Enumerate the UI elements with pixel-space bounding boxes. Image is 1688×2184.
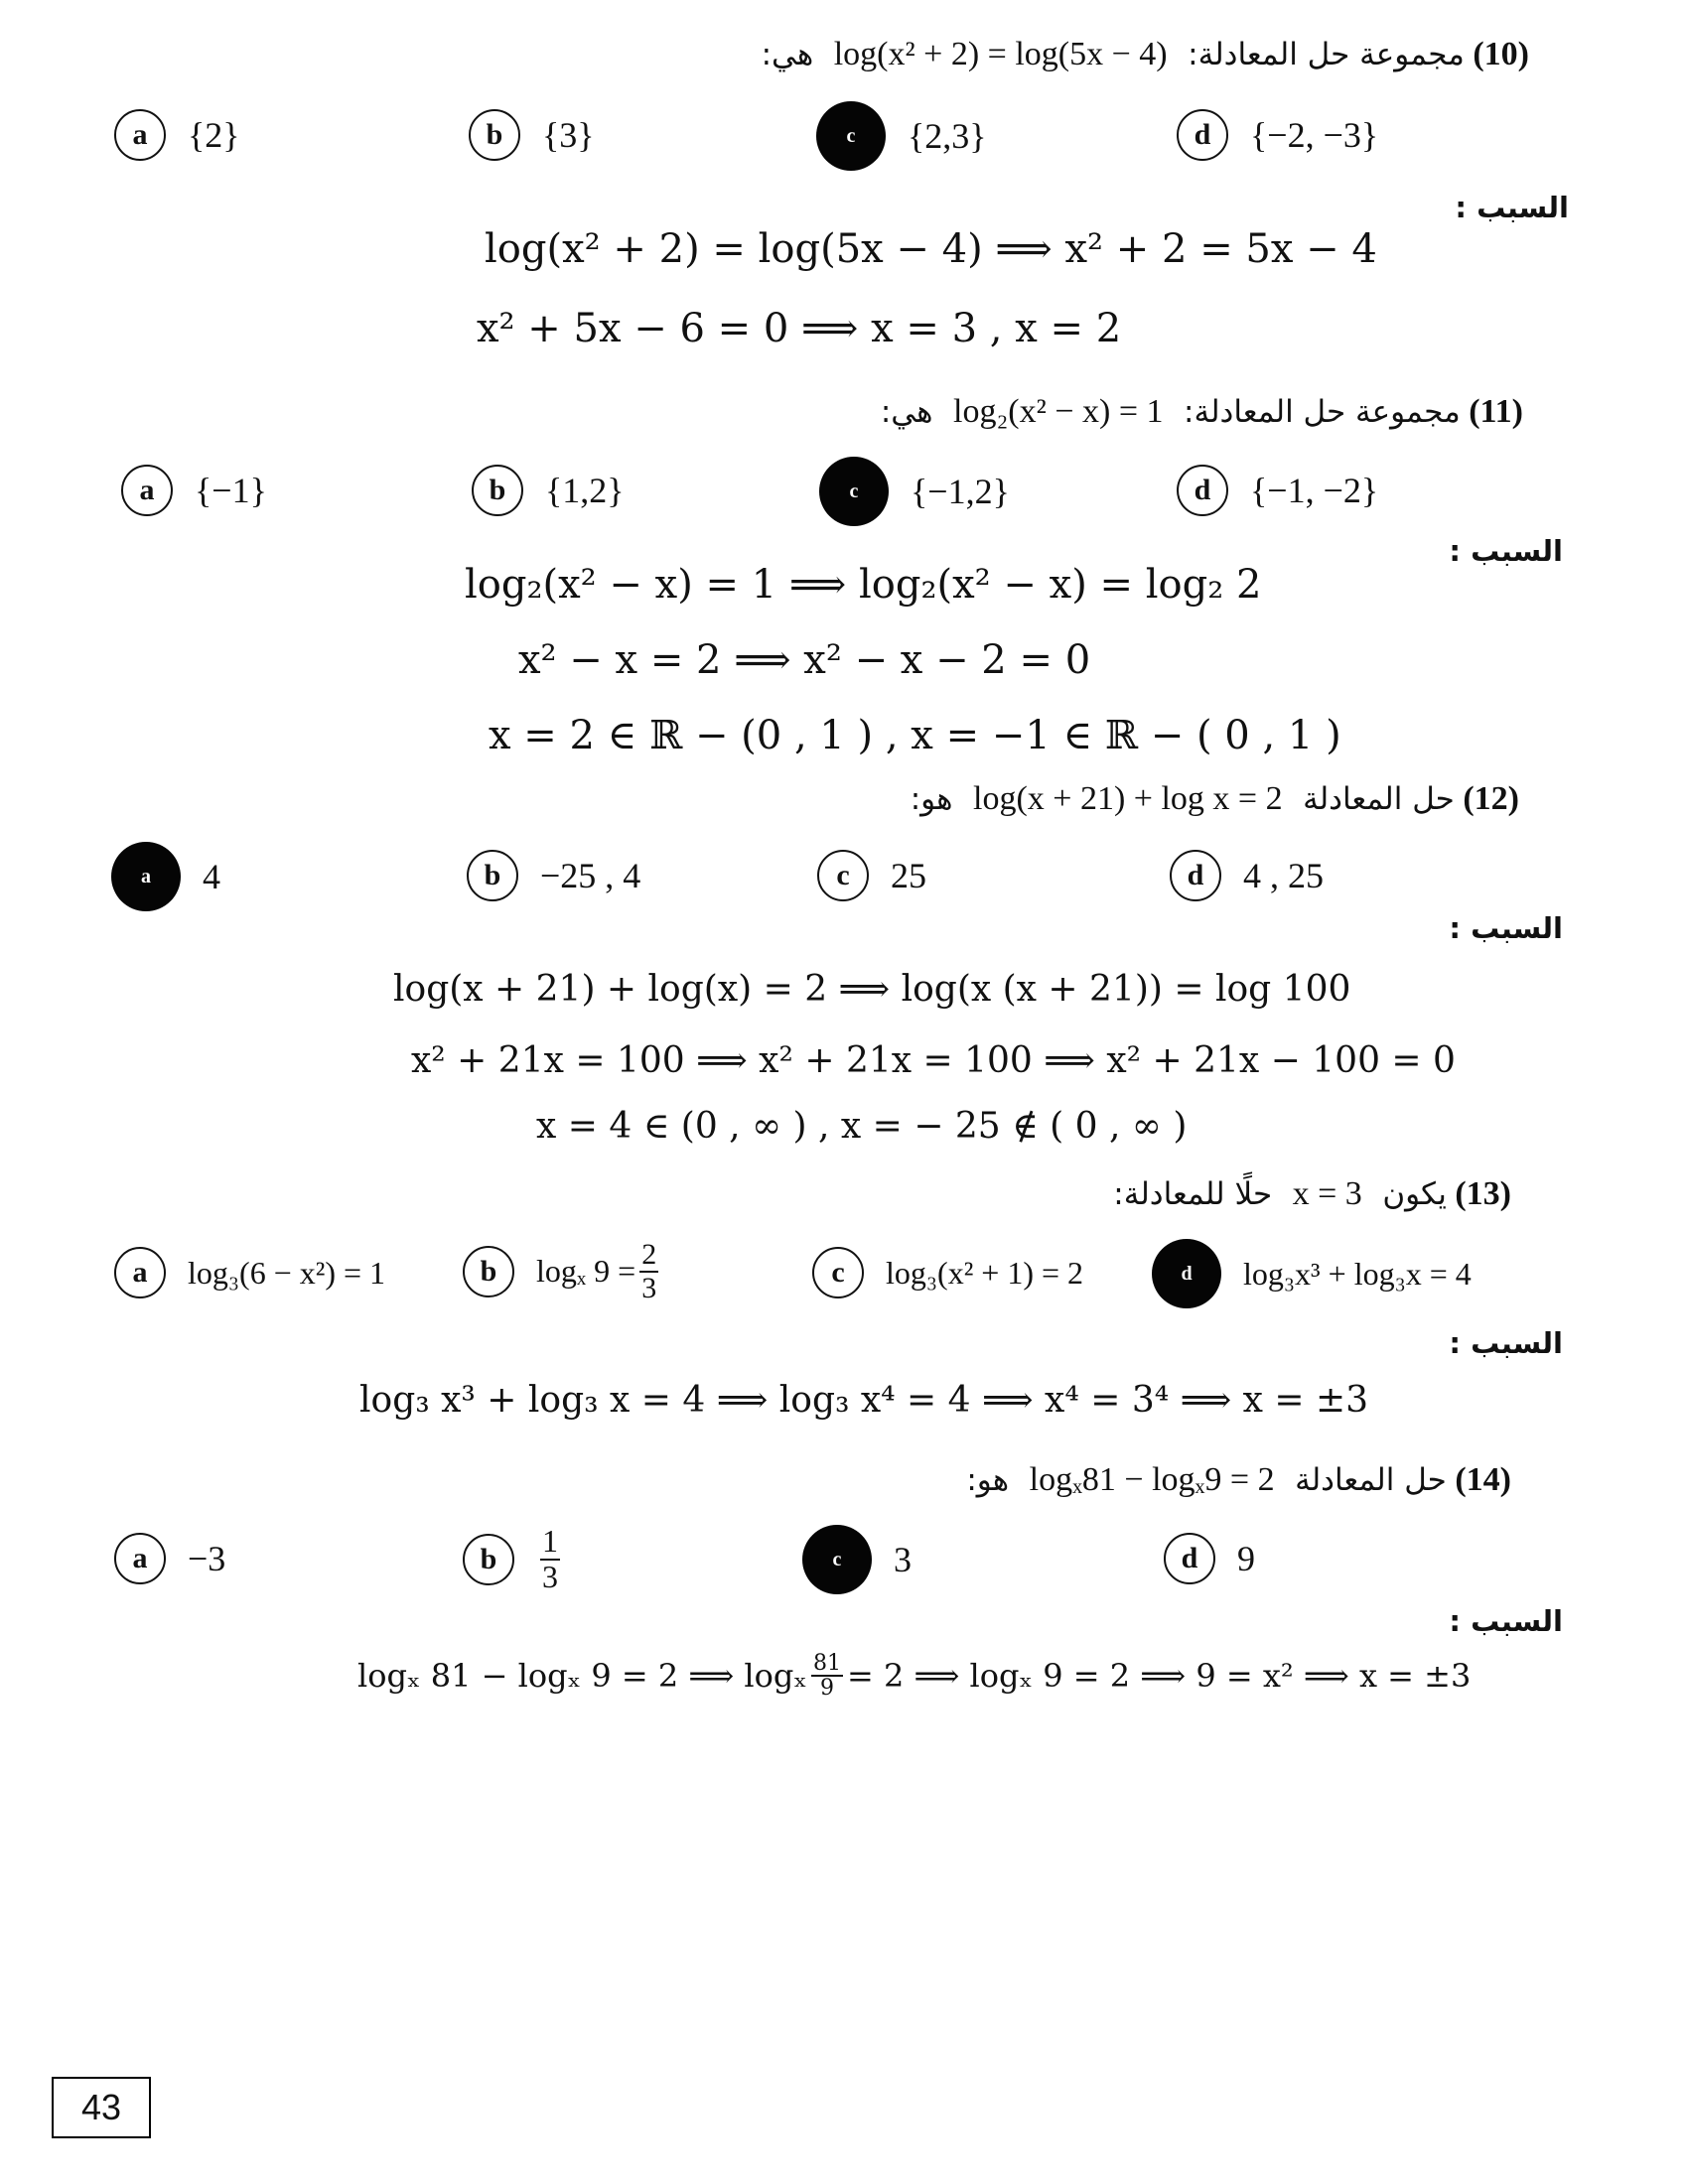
option-letter-c: c bbox=[819, 457, 889, 526]
option-b[interactable] bbox=[472, 465, 625, 516]
fraction-denominator: 9 bbox=[819, 1676, 834, 1702]
question-number: (12) bbox=[1463, 780, 1519, 817]
question-prompt: مجموعة حل المعادلة: bbox=[1188, 37, 1465, 72]
option-value: 3 bbox=[894, 1540, 912, 1579]
option-value: log₃x³ + log₃x = 4 bbox=[1243, 1255, 1472, 1292]
reason-label: السبب : bbox=[1449, 911, 1563, 945]
option-d[interactable] bbox=[1177, 109, 1378, 161]
solution-line bbox=[357, 1652, 1471, 1700]
question-prompt: حل المعادلة bbox=[1303, 781, 1455, 817]
question-10-line bbox=[762, 36, 1529, 73]
option-value: {2,3} bbox=[908, 116, 987, 156]
option-value: 25 bbox=[891, 856, 926, 895]
solution-part: logₓ 81 − logₓ 9 = 2 ⟹ logₓ bbox=[357, 1657, 807, 1696]
option-letter-c: c bbox=[802, 1525, 872, 1594]
option-letter-d: d bbox=[1170, 850, 1221, 901]
option-a[interactable] bbox=[114, 1533, 225, 1584]
option-a[interactable] bbox=[114, 109, 240, 161]
option-letter-d: d bbox=[1177, 465, 1228, 516]
option-value: {3} bbox=[542, 115, 595, 155]
question-equation: log(x² + 2) = log(5x − 4) bbox=[833, 36, 1168, 72]
question-number: (10) bbox=[1473, 36, 1529, 72]
option-value: {−1, −2} bbox=[1250, 471, 1379, 510]
fraction-numerator: 81 bbox=[812, 1651, 841, 1676]
option-d[interactable] bbox=[1170, 850, 1324, 901]
solution-line: x = 2 ∈ ℝ − (0 , 1 ) , x = −1 ∈ ℝ − ( 0 , 1 ) bbox=[489, 713, 1341, 758]
option-letter-d: d bbox=[1177, 109, 1228, 161]
option-letter-b: b bbox=[463, 1534, 514, 1585]
option-letter-b: b bbox=[467, 850, 518, 901]
option-value: −3 bbox=[188, 1539, 226, 1578]
option-value: 4 , 25 bbox=[1243, 856, 1324, 895]
option-b[interactable] bbox=[467, 850, 640, 901]
question-tail: حلًا للمعادلة: bbox=[1113, 1176, 1273, 1212]
option-letter-d: d bbox=[1152, 1239, 1221, 1308]
option-letter-a: a bbox=[114, 109, 166, 161]
solution-line: log(x + 21) + log(x) = 2 ⟹ log(x (x + 21)) = log 100 bbox=[393, 969, 1351, 1010]
option-letter-a: a bbox=[121, 465, 173, 516]
option-value: {−2, −3} bbox=[1250, 115, 1379, 155]
option-letter-b: b bbox=[469, 109, 520, 161]
fraction-denominator: 3 bbox=[542, 1558, 558, 1594]
question-tail: هو: bbox=[966, 1462, 1010, 1498]
option-b[interactable] bbox=[469, 109, 595, 161]
reason-label: السبب : bbox=[1455, 191, 1569, 224]
question-tail: هي: bbox=[880, 394, 933, 430]
option-b[interactable] bbox=[463, 1239, 662, 1303]
solution-line: x = 4 ∈ (0 , ∞ ) , x = − 25 ∉ ( 0 , ∞ ) bbox=[536, 1106, 1188, 1147]
reason-label: السبب : bbox=[1449, 1604, 1563, 1638]
question-number: (11) bbox=[1469, 393, 1523, 430]
fraction-denominator: 3 bbox=[641, 1271, 657, 1304]
option-value: {−1,2} bbox=[911, 472, 1010, 511]
question-equation: x = 3 bbox=[1292, 1175, 1362, 1212]
option-letter-b: b bbox=[463, 1246, 514, 1297]
question-number: (14) bbox=[1455, 1461, 1511, 1498]
solution-line: x² − x = 2 ⟹ x² − x − 2 = 0 bbox=[518, 637, 1091, 683]
option-letter-d: d bbox=[1164, 1533, 1215, 1584]
question-14-line bbox=[966, 1461, 1511, 1499]
solution-part: = 2 ⟹ logₓ 9 = 2 ⟹ 9 = x² ⟹ x = ±3 bbox=[846, 1657, 1472, 1696]
option-letter-b: b bbox=[472, 465, 523, 516]
question-tail: هي: bbox=[761, 37, 814, 72]
solution-line: x² + 5x − 6 = 0 ⟹ x = 3 , x = 2 bbox=[477, 306, 1122, 351]
option-c-selected[interactable] bbox=[802, 1525, 912, 1594]
page-number-box bbox=[52, 2077, 151, 2138]
option-value: {−1} bbox=[195, 471, 267, 510]
option-value: {2} bbox=[188, 115, 240, 155]
option-letter-a: a bbox=[114, 1247, 166, 1298]
question-11-line bbox=[881, 393, 1523, 431]
option-letter-a: a bbox=[114, 1533, 166, 1584]
solution-line: log₃ x³ + log₃ x = 4 ⟹ log₃ x⁴ = 4 ⟹ x⁴ = 3⁴ ⟹ x = ±3 bbox=[359, 1380, 1369, 1421]
option-value: {1,2} bbox=[545, 471, 625, 510]
question-13-line bbox=[1113, 1175, 1511, 1213]
option-letter-c: c bbox=[812, 1247, 864, 1298]
reason-label: السبب : bbox=[1449, 534, 1563, 568]
page-number: 43 bbox=[80, 2087, 122, 2127]
fraction-numerator: 2 bbox=[641, 1238, 657, 1271]
option-b[interactable] bbox=[463, 1525, 564, 1593]
question-equation: logₓ81 − logₓ9 = 2 bbox=[1029, 1461, 1275, 1498]
solution-line: log₂(x² − x) = 1 ⟹ log₂(x² − x) = log₂ 2 bbox=[465, 562, 1262, 608]
option-c[interactable] bbox=[812, 1247, 1083, 1298]
option-a-selected[interactable] bbox=[111, 842, 220, 911]
option-value: logₓ 9 = bbox=[536, 1253, 636, 1289]
question-equation: log(x + 21) + log x = 2 bbox=[973, 780, 1283, 817]
option-c-selected[interactable] bbox=[816, 101, 987, 171]
question-prompt: مجموعة حل المعادلة: bbox=[1184, 394, 1461, 430]
option-c-selected[interactable] bbox=[819, 457, 1010, 526]
option-d[interactable] bbox=[1164, 1533, 1255, 1584]
option-letter-c: c bbox=[816, 101, 886, 171]
option-a[interactable] bbox=[114, 1247, 385, 1298]
option-value: 4 bbox=[203, 857, 220, 896]
fraction-numerator: 1 bbox=[542, 1523, 558, 1559]
option-value: −25 , 4 bbox=[540, 856, 641, 895]
question-number: (13) bbox=[1455, 1175, 1511, 1212]
option-d[interactable] bbox=[1177, 465, 1378, 516]
solution-line: log(x² + 2) = log(5x − 4) ⟹ x² + 2 = 5x − 4 bbox=[485, 226, 1377, 272]
option-c[interactable] bbox=[817, 850, 926, 901]
option-letter-c: c bbox=[817, 850, 869, 901]
option-value: log₃(6 − x²) = 1 bbox=[188, 1254, 386, 1291]
fraction bbox=[540, 1525, 560, 1593]
solution-line: x² + 21x = 100 ⟹ x² + 21x = 100 ⟹ x² + 21x − 100 = 0 bbox=[411, 1040, 1456, 1081]
option-d-selected[interactable] bbox=[1152, 1239, 1472, 1308]
question-prompt: يكون bbox=[1382, 1176, 1447, 1212]
option-a[interactable] bbox=[121, 465, 267, 516]
fraction bbox=[811, 1652, 843, 1700]
option-value: 9 bbox=[1237, 1539, 1255, 1578]
question-equation: log₂(x² − x) = 1 bbox=[953, 393, 1164, 430]
option-value: log₃(x² + 1) = 2 bbox=[886, 1254, 1084, 1291]
question-12-line bbox=[911, 780, 1519, 818]
question-prompt: حل المعادلة bbox=[1295, 1462, 1447, 1498]
option-letter-a: a bbox=[111, 842, 181, 911]
question-tail: هو: bbox=[910, 781, 953, 817]
fraction bbox=[639, 1239, 658, 1303]
reason-label: السبب : bbox=[1449, 1326, 1563, 1360]
